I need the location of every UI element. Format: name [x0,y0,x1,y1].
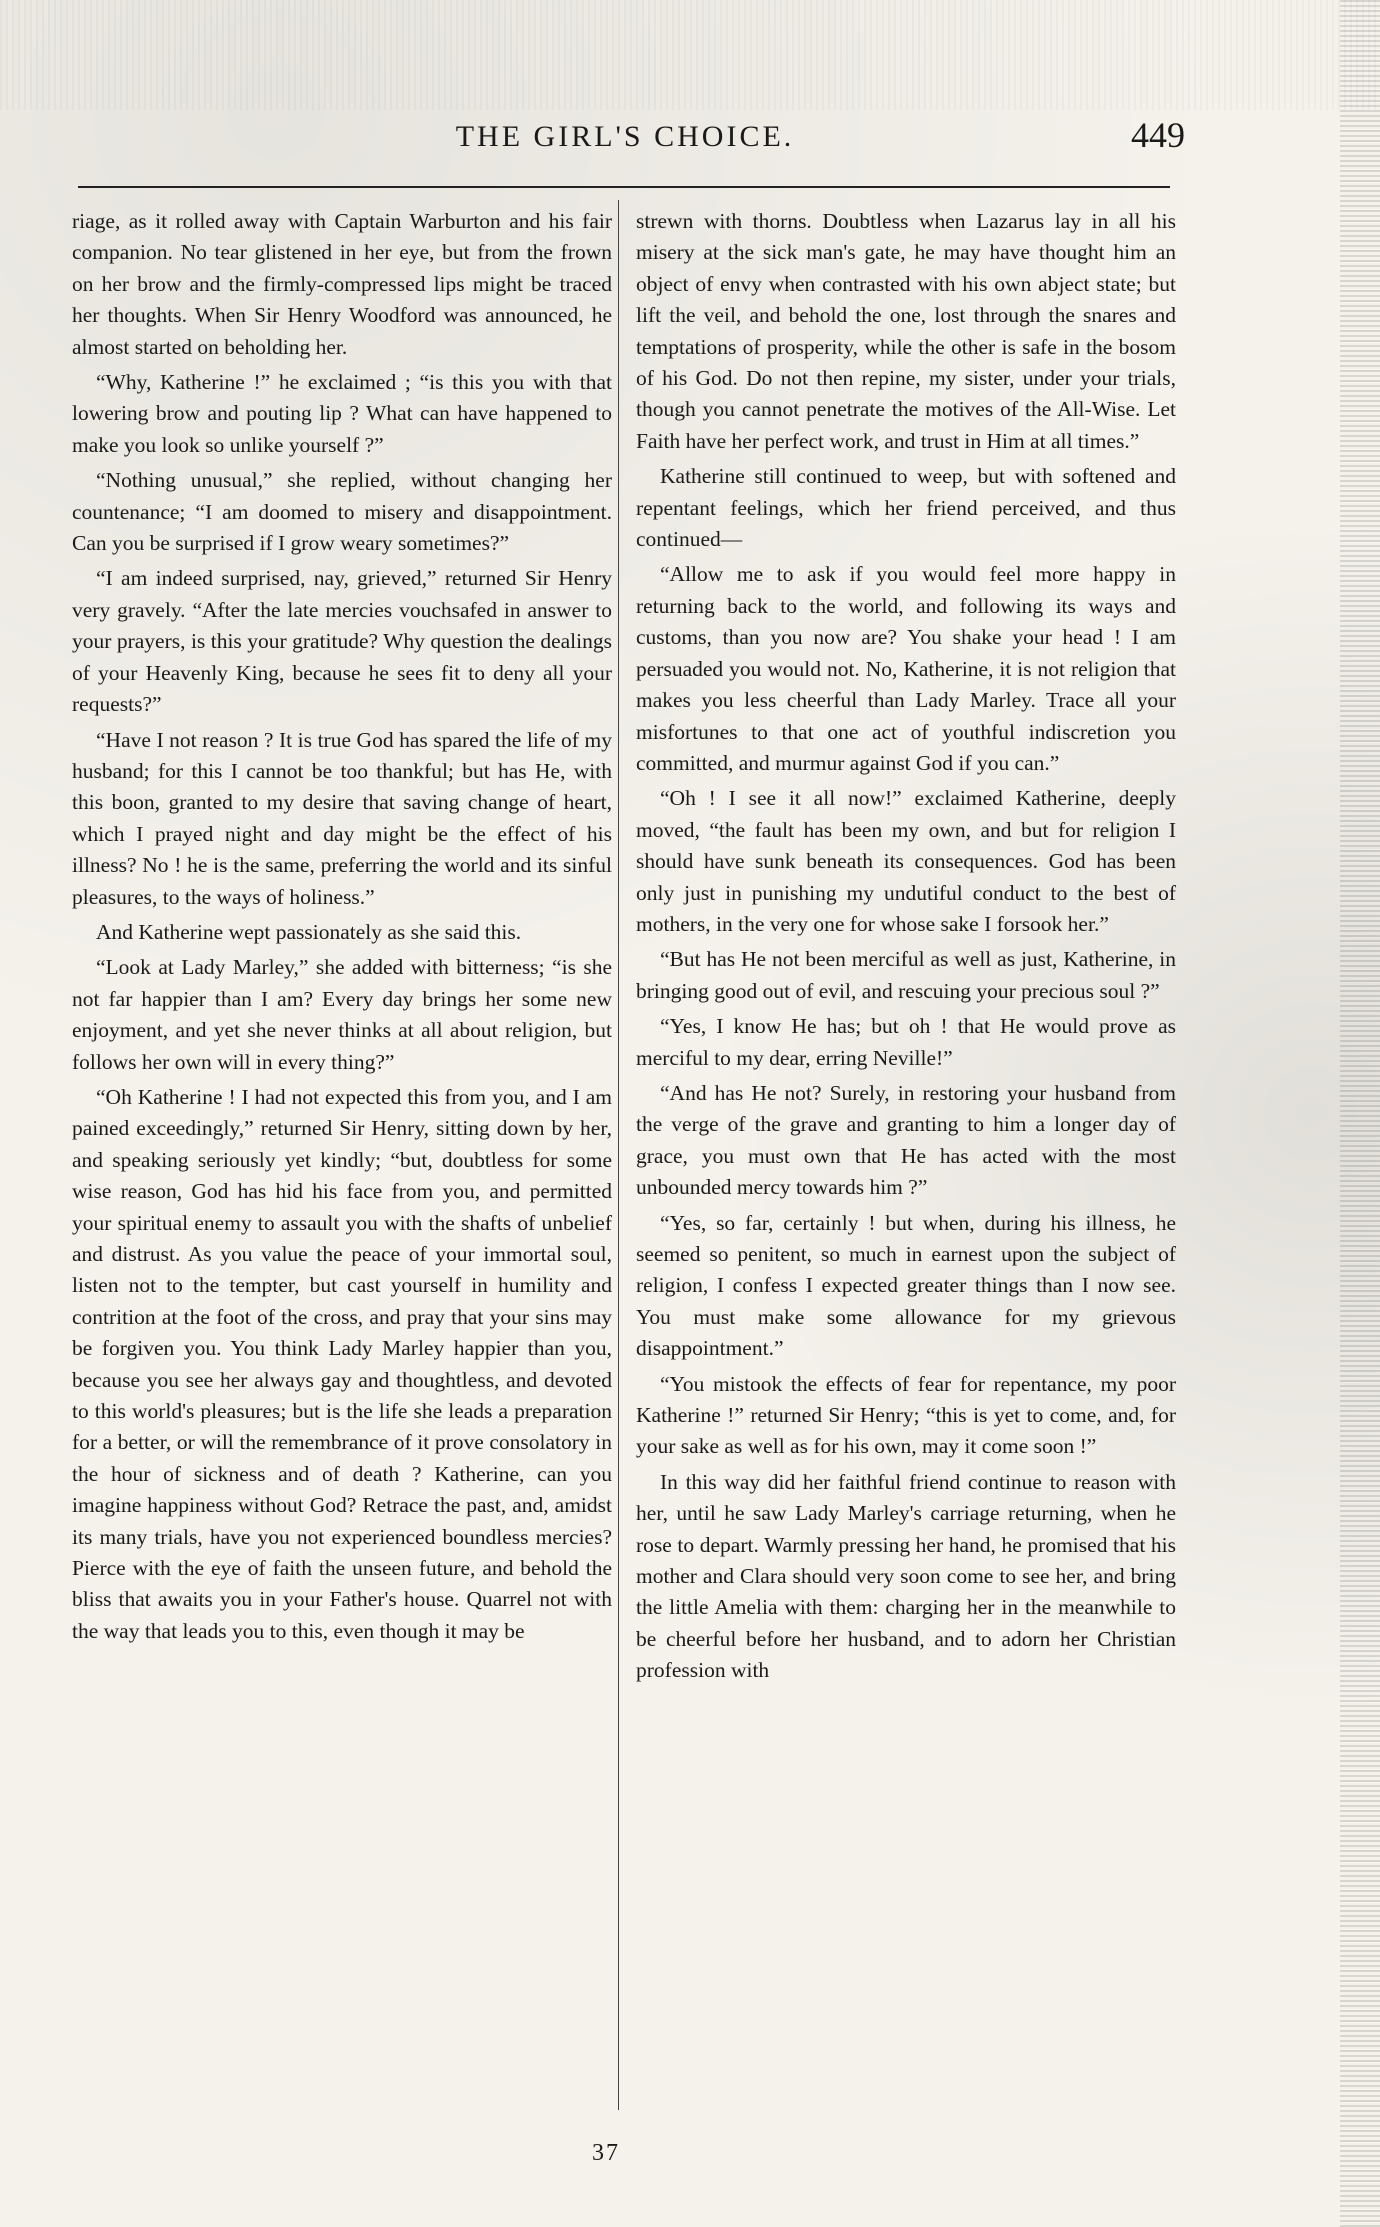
left-column [72,206,612,1651]
paragraph: “You mistook the effects of fear for repentance, my poor Katherine !” returned Sir Henry; “this is yet to come, and, for your sake as well as for his own, may it come soon !” [636,1371,1176,1459]
paragraph: “I am indeed surprised, nay, grieved,” returned Sir Henry very gravely. “After the late mercies vouchsafed in answer to your prayers, is this your gratitude? Why question the dealings of your Heavenly King, because he sees fit to deny all your requests?” [72,566,612,717]
scan-edge-right [1340,0,1380,2227]
paragraph: “Allow me to ask if you would feel more happy in returning back to the world, and following its ways and customs, than you now are? You shake your head ! I am persuaded you would not. No, Katherine, it is not religion that makes you less cheerful than Lady Marley. Trace all your misfortunes to that one act of youthful indiscretion you committed, and murmur against God if you can.” [636,562,1176,775]
paragraph: In this way did her faithful friend continue to reason with her, until he saw Lady Marley's carriage returning, when he rose to depart. Warmly pressing her hand, he promised that his mother and Clara should very soon come to see her, and bring the little Amelia with them: charging her in the meanwhile to be cheerful before her husband, and to adorn her Christian profession with [636,1469,1176,1683]
header-rule [78,186,1170,188]
paragraph: “But has He not been merciful as well as just, Katherine, in bringing good out of evil, and rescuing your precious soul ?” [636,947,1176,1003]
page-number: 449 [1131,115,1185,155]
paragraph: “Yes, I know He has; but oh ! that He would prove as merciful to my dear, erring Neville!” [636,1014,1176,1070]
paragraph: “Oh ! I see it all now!” exclaimed Katherine, deeply moved, “the fault has been my own, and but for religion I should have sunk beneath its consequences. God has been only just in punishing my undutiful conduct to the best of mothers, in the very one for whose sake I forsook her.” [636,786,1176,936]
paragraph: “Why, Katherine !” he exclaimed ; “is this you with that lowering brow and pouting lip ? What can have happened to make you look so unlike yourself ?” [72,370,612,457]
page-header [75,115,1185,170]
paragraph: “Yes, so far, certainly ! but when, during his illness, he seemed so penitent, so much in earnest upon the subject of religion, I confess I expected greater things than I now see. You must make some allowance for my grievous disappointment.” [636,1210,1176,1361]
paragraph: “Have I not reason ? It is true God has spared the life of my husband; for this I cannot be too thankful; but has He, with this boon, granted to my desire that saving change of heart, which I prayed night and day might be the effect of his illness? No ! he is the same, preferring the world and its sinful pleasures, to the ways of holiness.” [72,727,612,909]
paragraph: “Oh Katherine ! I had not expected this from you, and I am pained exceedingly,” returned Sir Henry, sitting down by her, and speaking seriously yet kindly; “but, doubtless for some wise reason, God has hid his face from you, and permitted your spiritual enemy to assault you with the shafts of unbelief and distrust. As you value the peace of your immortal soul, listen not to the tempter, but cast yourself in humility and contrition at the foot of the cross, and pray that your sins may be forgiven you. You think Lady Marley happier than you, because you see her always gay and thoughtless, and devoted to this world's pleasures; but is the life she leads a preparation for a better, or will the remembrance of it prove consolatory in the hour of sickness and of death ? Katherine, can you imagine happiness without God? Retrace the past, and, amidst its many trials, have you not experienced boundless mercies? Pierce with the eye of faith the unseen future, and behold the bliss that awaits you in your Father's house. Quarrel not with the way that leads you to this, even though it may be [72,1084,612,1643]
signature-mark: 37 [592,2140,620,2166]
paragraph: riage, as it rolled away with Captain Warburton and his fair companion. No tear glistened in her eye, but from the frown on her brow and the firmly-compressed lips might be traced her thoughts. When Sir Henry Woodford was announced, he almost started on beholding her. [72,209,612,359]
scan-noise-top [0,0,1380,110]
column-divider [618,200,619,2110]
right-column [636,206,1176,1691]
paragraph: “Nothing unusual,” she replied, without changing her countenance; “I am doomed to misery and disappointment. Can you be surprised if I grow weary sometimes?” [72,468,612,556]
paragraph: “And has He not? Surely, in restoring your husband from the verge of the grave and granting to him a longer day of grace, you must own that He has acted with the most unbounded mercy towards him ?” [636,1080,1176,1200]
paragraph: strewn with thorns. Doubtless when Lazarus lay in all his misery at the sick man's gate, he may have thought him an object of envy when contrasted with his own abject state; but lift the veil, and behold the one, lost through the snares and temptations of prosperity, while the other is safe in the bosom of his God. Do not then repine, my sister, under your trials, though you cannot penetrate the motives of the All-Wise. Let Faith have her perfect work, and trust in Him at all times.” [636,209,1176,453]
paragraph: And Katherine wept passionately as she said this. [96,919,522,944]
paragraph: Katherine still continued to weep, but with softened and repentant feelings, which her friend perceived, and thus continued— [636,464,1176,552]
paragraph: “Look at Lady Marley,” she added with bitterness; “is she not far happier than I am? Every day brings her some new enjoyment, and yet she never thinks at all about religion, but follows her own will in every thing?” [72,955,612,1074]
running-title: THE GIRL'S CHOICE. [455,120,795,153]
